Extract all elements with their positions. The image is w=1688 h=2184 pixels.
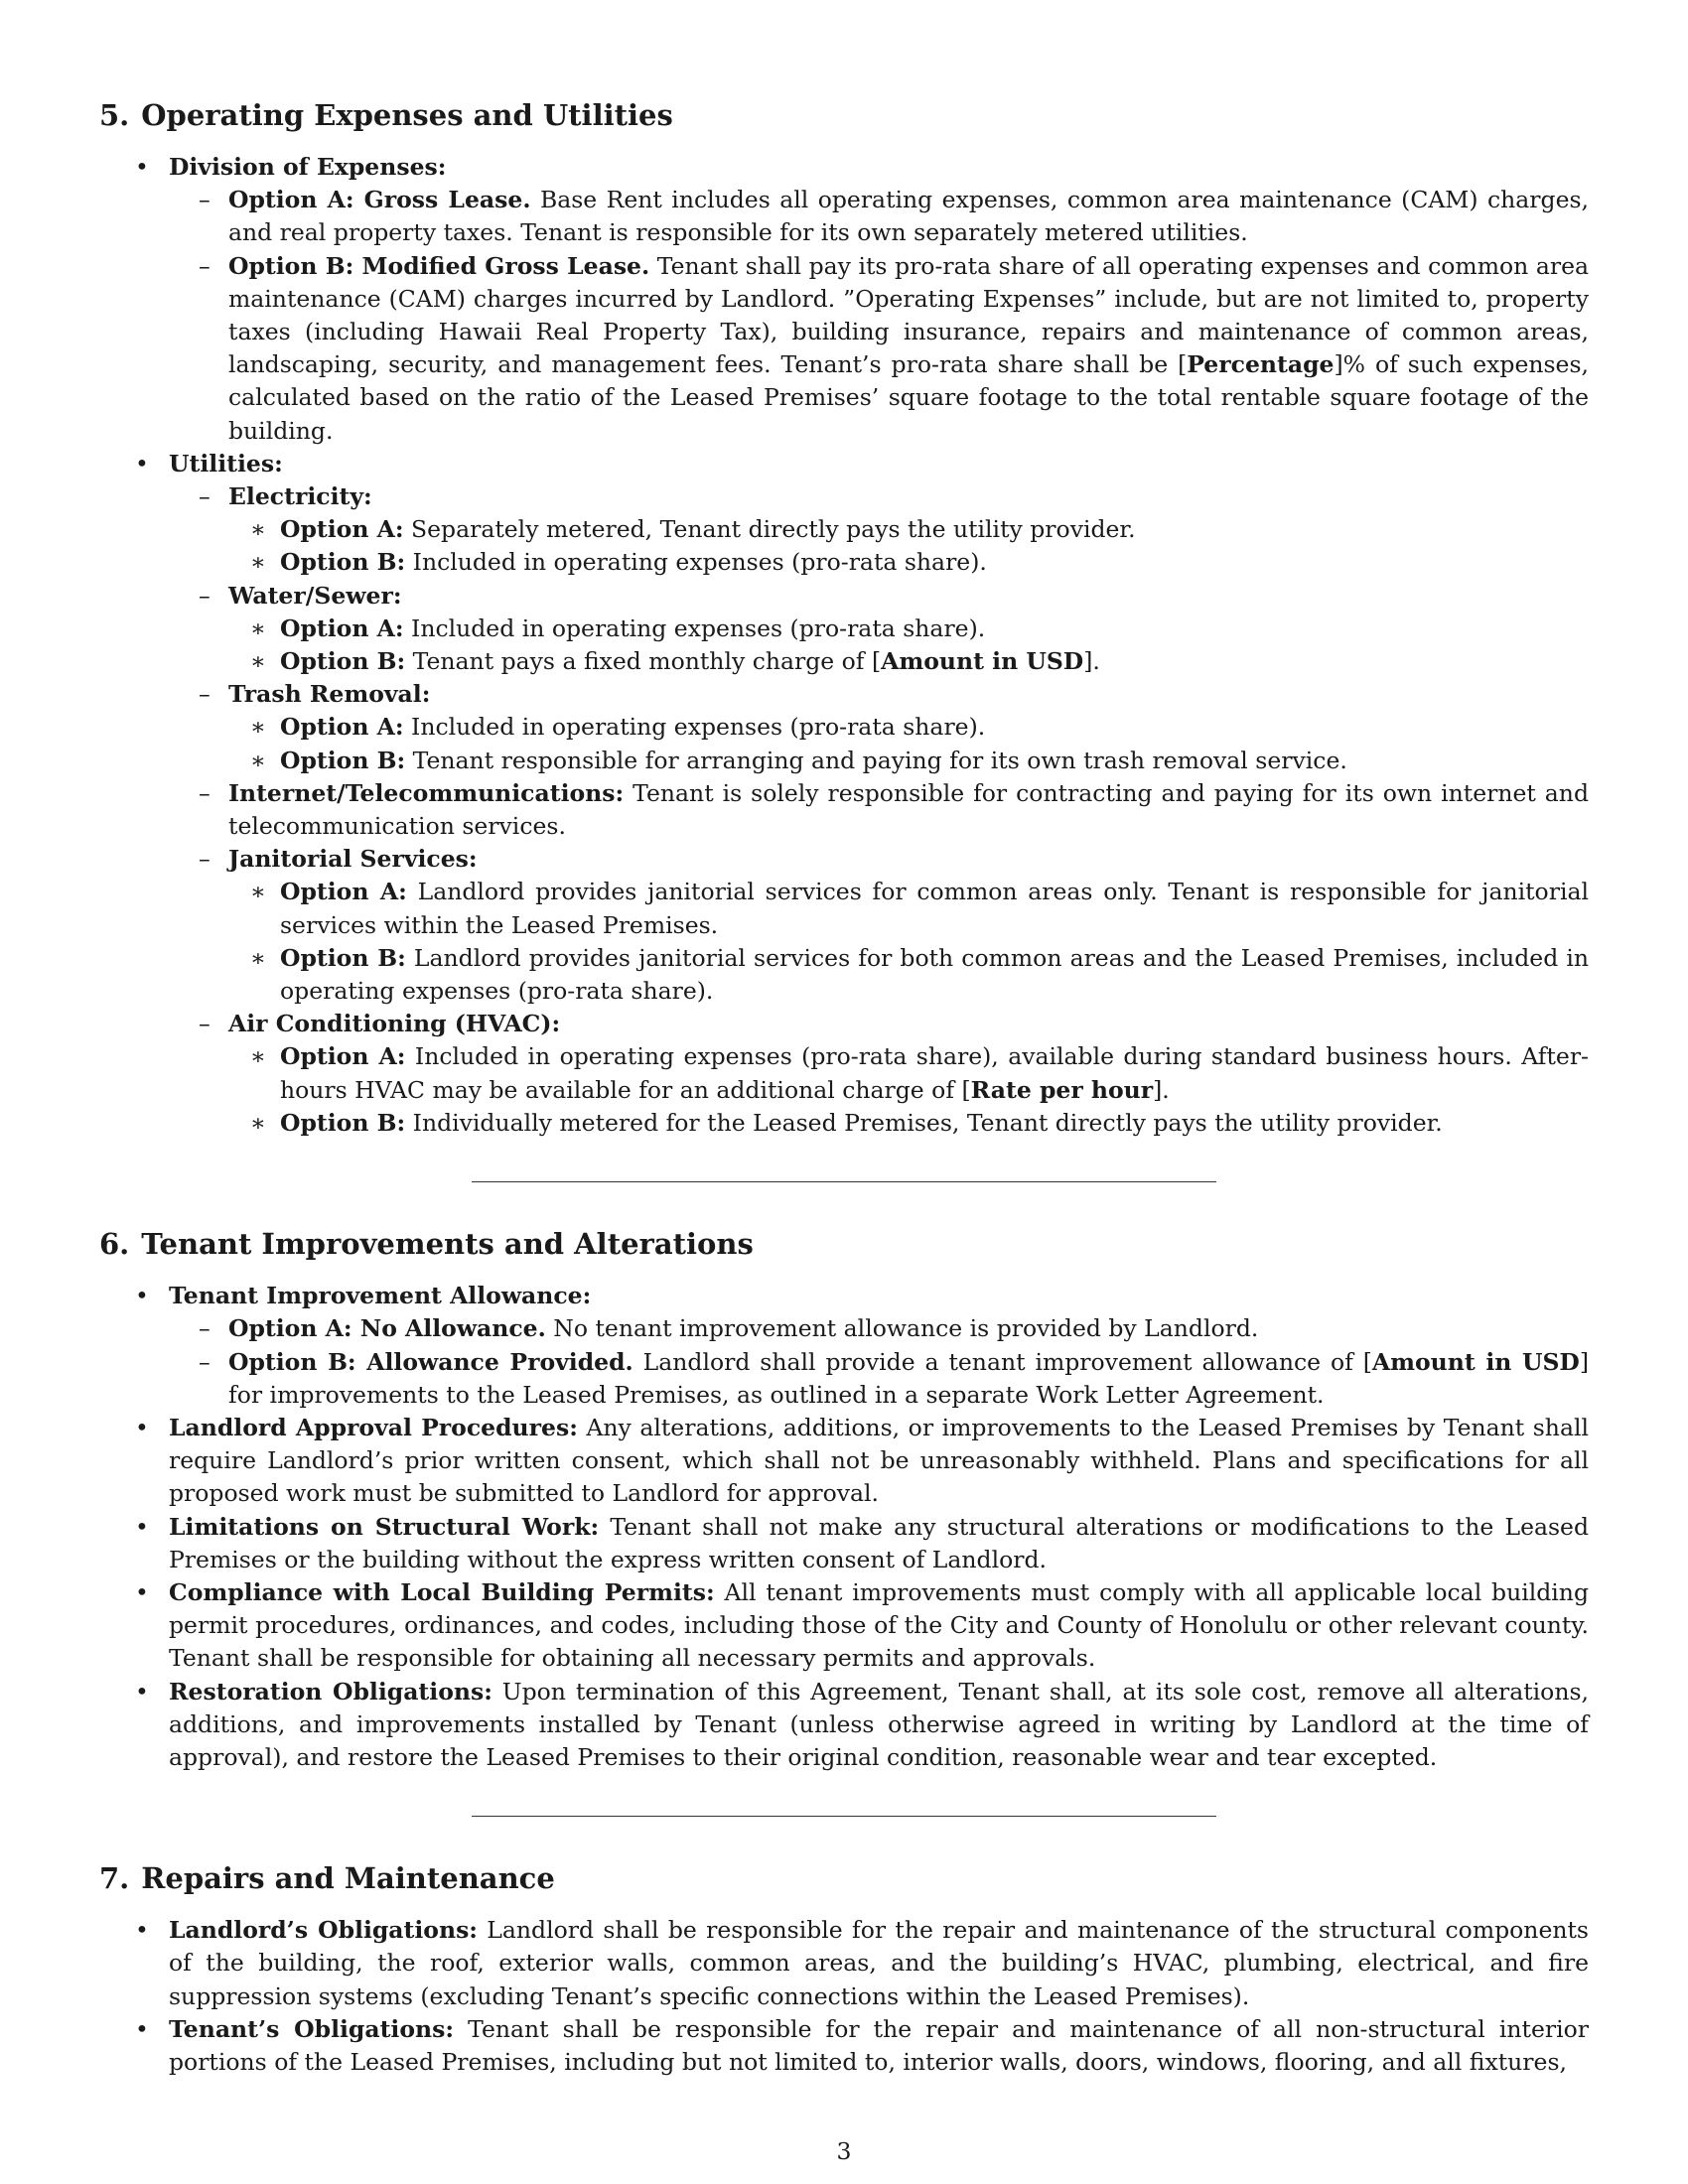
electricity-option-b: ∗ Option B: Included in operating expenses (pro-rata share). [228,546,1589,579]
internet-item: – Internet/Telecommunications: Tenant is solely responsible for contracting and paying for its own internet and telecommunication services. [169,777,1589,843]
restoration-item: • Restoration Obligations: Upon termination of this Agreement, Tenant shall, at its sole cost, remove all alterations, additions, and improvements installed by Tenant (unless otherwise agreed in writing by Landlord at the time of approval), and restore the Leased Premises to their original condition, reasonable wear and tear excepted. [99,1676,1589,1775]
water-option-b: ∗ Option B: Tenant pays a fixed monthly charge of [Amount in USD]. [228,645,1589,678]
trash-removal-item: – Trash Removal: ∗ Option A: Included in operating expenses (pro-rata share). ∗ Option B: Tenant responsible for arranging and paying for its own trash removal service. [169,678,1589,777]
hvac-option-a: ∗ Option A: Included in operating expenses (pro-rata share), available during standard business hours. After-hours HVAC may be available for an additional charge of [Rate per hour]. [228,1040,1589,1106]
percentage-placeholder: Percentage [1187,350,1335,379]
electricity-item: – Electricity: ∗ Option A: Separately metered, Tenant directly pays the utility provider. ∗ Option B: Included in operating expenses (pro-rata share). [169,480,1589,580]
division-of-expenses-item [99,151,1589,448]
section-5-heading: 5. Operating Expenses and Utilities [99,98,673,132]
janitorial-item: – Janitorial Services: ∗ Option A: Landlord provides janitorial services for common areas only. Tenant is responsible for janitorial services within the Leased Premises. ∗ Option B: Landlord provides janitorial services for both common areas and the Leased Premises, included in operating expenses (pro-rata share). [169,843,1589,1008]
document-content [99,91,1589,2079]
improvement-allowance-item: • Tenant Improvement Allowance: – Option A: No Allowance. No tenant improvement allowance is provided by Landlord. – Option B: Allowance Provided. Landlord shall provide a tenant improvement allowance of [Amount in USD] for improvements to the Leased Premises, as outlined in a separate Work Letter Agreement. [99,1280,1589,1412]
water-option-a: ∗ Option A: Included in operating expenses (pro-rata share). [228,613,1589,645]
page-number: 3 [836,2137,852,2165]
tenant-obligations-item: • Tenant’s Obligations: Tenant shall be responsible for the repair and maintenance of all non-structural interior portions of the Leased Premises, including but not limited to, interior walls, doors, windows, flooring, and all fixtures, [99,2013,1589,2079]
building-permits-item: • Compliance with Local Building Permits: All tenant improvements must comply with all applicable local building permit procedures, ordinances, and codes, including those of the City and County of Honolulu or other relevant county. Tenant shall be responsible for obtaining all necessary permits and approvals. [99,1576,1589,1676]
no-allowance-option: – Option A: No Allowance. No tenant improvement allowance is provided by Landlord. [169,1312,1589,1345]
division-label: Division of Expenses: [169,153,447,181]
approval-procedures-item: • Landlord Approval Procedures: Any alterations, additions, or improvements to the Leased Premises by Tenant shall require Landlord’s prior written consent, which shall not be unreasonably withheld. Plans and specifications for all proposed work must be submitted to Landlord for approval. [99,1412,1589,1511]
utilities-label: Utilities: [169,449,283,478]
janitorial-option-a: ∗ Option A: Landlord provides janitorial services for common areas only. Tenant is responsible for janitorial services within the Leased Premises. [228,876,1589,941]
trash-option-b: ∗ Option B: Tenant responsible for arranging and paying for its own trash removal service. [228,745,1589,777]
amount-placeholder: Amount in USD [881,647,1084,676]
janitorial-option-b: ∗ Option B: Landlord provides janitorial services for both common areas and the Leased Premises, included in operating expenses (pro-rata share). [228,942,1589,1008]
electricity-option-a: ∗ Option A: Separately metered, Tenant directly pays the utility provider. [228,513,1589,546]
section-7-list [99,1914,1589,2079]
hvac-option-b: ∗ Option B: Individually metered for the Leased Premises, Tenant directly pays the utility provider. [228,1107,1589,1140]
hvac-item: – Air Conditioning (HVAC): ∗ Option A: Included in operating expenses (pro-rata share), available during standard business hours. After-hours HVAC may be available for an additional charge of [Rate per hour]. ∗ Option B: Individually metered for the Leased Premises, Tenant directly pays the utility provider. [169,1008,1589,1140]
gross-lease-option: – Option A: Gross Lease. Base Rent includes all operating expenses, common area maintenance (CAM) charges, and real property taxes. Tenant is responsible for its own separately metered utilities. [169,184,1589,249]
trash-option-a: ∗ Option A: Included in operating expenses (pro-rata share). [228,711,1589,744]
section-6-list [99,1280,1589,1774]
utilities-item [99,448,1589,1140]
section-7-heading: 7. Repairs and Maintenance [99,1861,555,1896]
allowance-amount-placeholder: Amount in USD [1371,1347,1580,1376]
rate-placeholder: Rate per hour [970,1075,1154,1104]
landlord-obligations-item: • Landlord’s Obligations: Landlord shall be responsible for the repair and maintenance of the structural components of the building, the roof, exterior walls, common areas, and the building’s HVAC, plumbing, electrical, and fire suppression systems (excluding Tenant’s specific connections within the Leased Premises). [99,1914,1589,2013]
structural-work-item: • Limitations on Structural Work: Tenant shall not make any structural alterations or modifications to the Leased Premises or the building without the express written consent of Landlord. [99,1511,1589,1576]
modified-gross-lease-option: – Option B: Modified Gross Lease. Tenant shall pay its pro-rata share of all operating expenses and common area maintenance (CAM) charges incurred by Landlord. ”Operating Expenses” include, but are not limited to, property taxes (including Hawaii Real Property Tax), building insurance, repairs and maintenance of common areas, landscaping, security, and management fees. Tenant’s pro-rata share shall be [Percentage]% of such expenses, calculated based on the ratio of the Leased Premises’ square footage to the total rentable square footage of the building. [169,250,1589,448]
allowance-provided-option: – Option B: Allowance Provided. Landlord shall provide a tenant improvement allowance of [Amount in USD] for improvements to the Leased Premises, as outlined in a separate Work Letter Agreement. [169,1346,1589,1412]
section-5-list [99,151,1589,1140]
water-sewer-item: – Water/Sewer: ∗ Option A: Included in operating expenses (pro-rata share). ∗ Option B: Tenant pays a fixed monthly charge of [Amount in USD]. [169,580,1589,679]
section-6-heading: 6. Tenant Improvements and Alterations [99,1227,754,1262]
